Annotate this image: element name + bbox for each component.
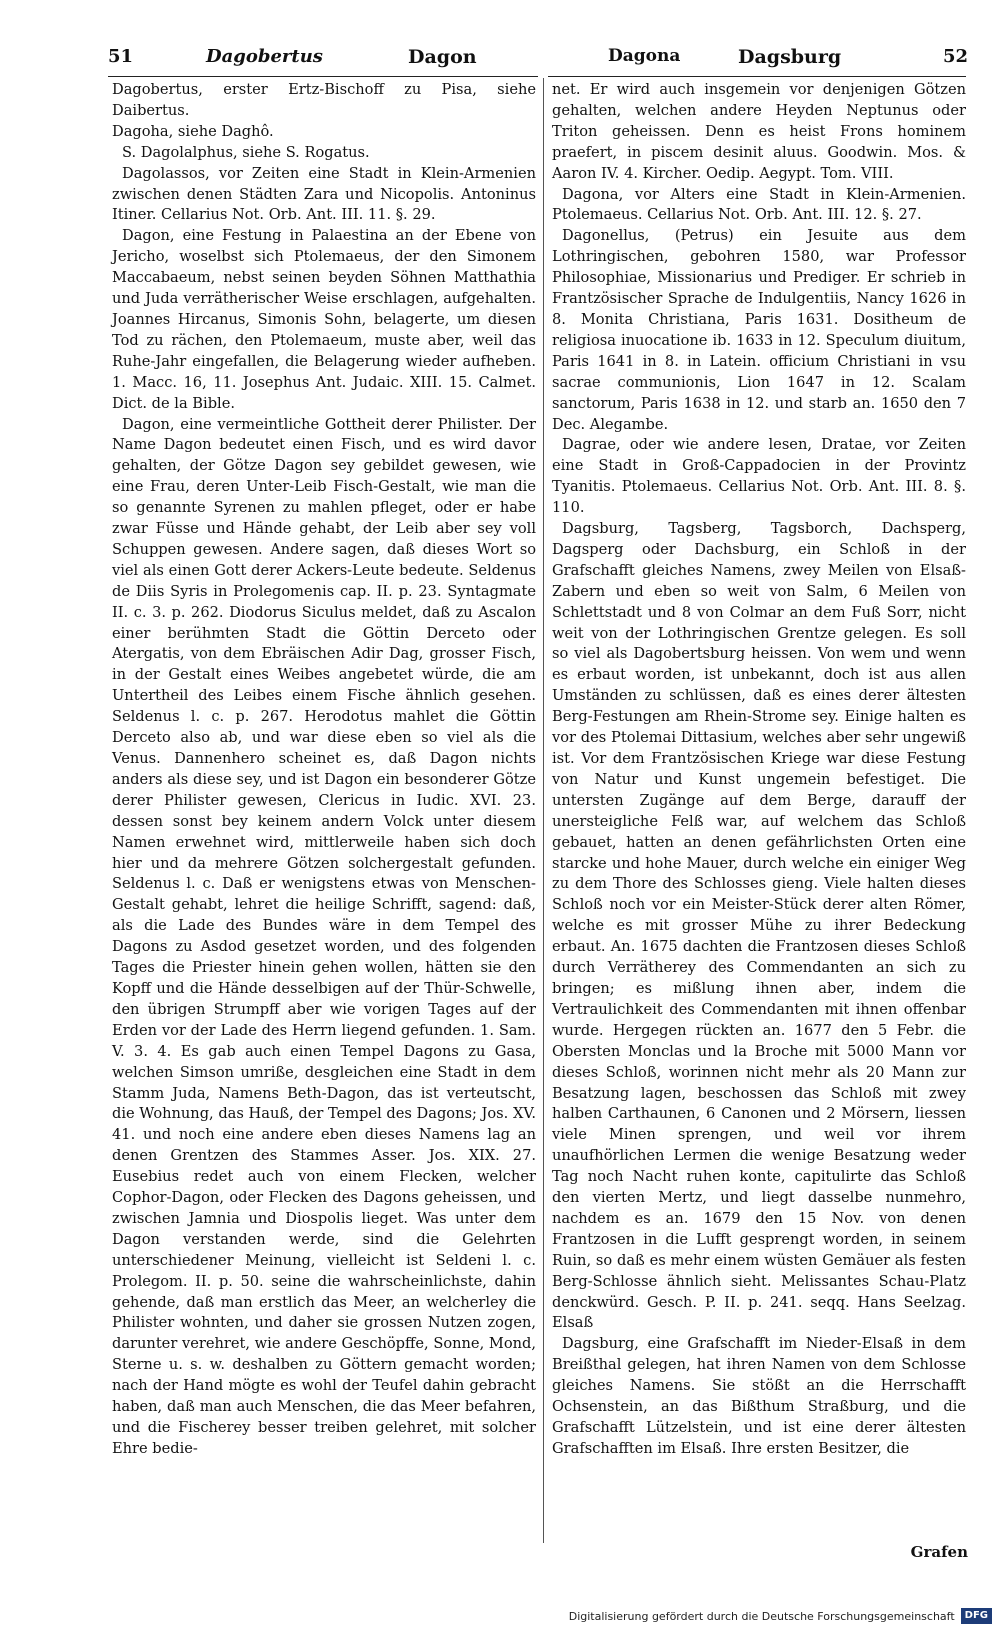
entry-dagrae: Dagrae, oder wie andere lesen, Dratae, vor Zeiten eine Stadt in Groß-Cappadocien in der Provintz Tyanitis. Ptolemaeus. Cellarius Not. Orb. Ant. III. 8. §. 110. bbox=[552, 436, 966, 517]
dfg-logo: DFG bbox=[961, 1608, 992, 1624]
running-header bbox=[108, 46, 968, 72]
funding-note: Digitalisierung gefördert durch die Deutsche Forschungsgemeinschaft bbox=[568, 1609, 955, 1623]
entry-dagsburg-castle: Dagsburg, Tagsberg, Tagsborch, Dachsperg, Dagsperg oder Dachsburg, ein Schloß in der Grafschafft gleiches Namens, zwey Meilen von Elsaß-Zabern und eben so weit von Salm, 6 Meilen von Schlettstadt und 8 von Colmar an dem Fuß Sorr, nicht weit von der Lothringischen Grentze gelegen. Es soll so viel als Dagobertsburg heissen. Von wem und wenn es erbaut worden, ist unbekannt, doch ist aus allen Umständen zu schlüssen, daß es eines derer ältesten Berg-Festungen am Rhein-Strome sey. Einige halten es vor des Ptolemai Dittasium, welches aber sehr ungewiß ist. Vor dem Frantzösischen Kriege war diese Festung von Natur und Kunst ungemein befestiget. Die untersten Zugänge auf dem Berge, darauff der unersteigliche Felß war, auf welchem das Schloß gebauet, hatten an denen gefährlichsten Orten eine starcke und hohe Mauer, durch welche ein einiger Weg zu dem Thore des Schlosses gieng. Viele halten dieses Schloß noch vor ein Meister-Stück derer alten Römer, welche es mit grosser Mühe zu ihrer Bedeckung erbaut. An. 1675 dachten die Frantzosen dieses Schloß durch Verrätherey des Commendanten an sich zu bringen; es mißlung ihnen aber, indem die Vertraulichkeit des Commendanten mit ihnen offenbar wurde. Hergegen rückten an. 1677 den 5 Febr. die Obersten Monclas und la Broche mit 5000 Mann vor dieses Schloß, worinnen nicht mehr als 20 Mann zur Besatzung lagen, beschossen das Schloß mit zwey halben Carthaunen, 6 Canonen und 2 Mörsern, liessen viele Minen sprengen, und weil vor ihrem unaufhörlichen Lermen die wenige Besatzung weder Tag noch Nacht ruhen konte, capitulirte das Schloß den vierten Mertz, und liegt dasselbe nunmehro, nachdem es an. 1679 den 15 Nov. von denen Frantzosen in die Lufft gesprengt worden, in seinem Ruin, so daß es mehr einem wüsten Gemäuer als festen Berg-Schlosse ähnlich sieht. Melissantes Schau-Platz denckwürd. Gesch. P. II. p. 241. seqq. Hans Seelzag. Elsaß bbox=[552, 520, 966, 1332]
entry-dagon-continued: net. Er wird auch insgemein vor denjenigen Götzen gehalten, welchen andere Heyden Neptunus oder Triton geheissen. Denn es heist Frons hominem praefert, in piscem desinit aluus. Goodwin. Mos. & Aaron IV. 4. Kircher. Oedip. Aegypt. Tom. VIII. bbox=[552, 81, 966, 182]
page-number-left: 51 bbox=[108, 46, 134, 67]
catchword: Grafen bbox=[910, 1543, 968, 1561]
entry-dagona: Dagona, vor Alters eine Stadt in Klein-Armenien. Ptolemaeus. Cellarius Not. Orb. Ant. III. 12. §. 27. bbox=[552, 185, 966, 224]
entry-dagonellus: Dagonellus, (Petrus) ein Jesuite aus dem Lothringischen, gebohren 1580, war Professor Philosophiae, Missionarius und Prediger. Er schrieb in Frantzösischer Sprache de Indulgentiis, Nancy 1626 in 8. Monita Christiana, Paris 1631. Dositheum de religiosa inuocatione ib. 1633 in 12. Speculum diuitum, Paris 1641 in 8. in Latein. officium Christiani in vsu sacrae communionis, Lion 1647 in 12. Scalam sanctorum, Paris 1638 in 12. und starb an. 1650 den 7 Dec. Alegambe. bbox=[552, 227, 966, 433]
left-column bbox=[112, 80, 536, 1460]
entry-dagoha: Dagoha, siehe Daghô. bbox=[112, 122, 274, 140]
digitization-footer bbox=[569, 1606, 992, 1626]
entry-dagobertus: Dagobertus, erster Ertz-Bischoff zu Pisa, siehe Daibertus. bbox=[112, 81, 536, 119]
header-keyword-2: Dagon bbox=[408, 46, 477, 68]
entry-dagsburg-county: Dagsburg, eine Grafschafft im Nieder-Elsaß in dem Breißthal gelegen, hat ihren Namen von dem Schlosse gleiches Namens. Sie stößt an die Herrschafft Ochsenstein, an das Bißthum Straßburg, und die Grafschafft Lützelstein, und ist eine derer ältesten Grafschafften im Elsaß. Ihre ersten Besitzer, die bbox=[552, 1335, 966, 1457]
entry-dagolassos: Dagolassos, vor Zeiten eine Stadt in Klein-Armenien zwischen denen Städten Zara und Nicopolis. Antoninus Itiner. Cellarius Not. Orb. Ant. III. 11. §. 29. bbox=[112, 164, 536, 224]
entry-dagon-deity: Dagon, eine vermeintliche Gottheit derer Philister. Der Name Dagon bedeutet einen Fisch, und es wird davor gehalten, der Götze Dagon sey gebildet gewesen, wie eine Frau, deren Unter-Leib Fisch-Gestalt, wie man die so genannte Syrenen zu mahlen pfleget, oder er habe zwar Füsse und Hände gehabt, der Leib aber sey voll Schuppen gewesen. Andere sagen, daß dieses Wort so viel als einen Gott derer Ackers-Leute bedeute. Seldenus de Diis Syris in Prolegomenis cap. II. p. 23. Syntagmate II. c. 3. p. 262. Diodorus Siculus meldet, daß zu Ascalon einer berühmten Stadt die Göttin Derceto oder Atergatis, von dem Ebräischen Adir Dag, grosser Fisch, in der Gestalt eines Weibes angebetet würde, die am Untertheil des Leibes einem Fische ähnlich gesehen. Seldenus l. c. p. 267. Herodotus mahlet die Göttin Derceto also ab, und war diese eben so viel als die Venus. Dannenhero scheinet es, daß Dagon nichts anders als diese sey, und ist Dagon ein besonderer Götze derer Philister gewesen, Clericus in Iudic. XVI. 23. dessen sonst bey keinem andern Volck unter diesem Namen erwehnet wird, mittlerweile haben sich doch hier und da mehrere Götzen solchergestalt gefunden. Seldenus l. c. Daß er wenigstens etwas von Menschen-Gestalt gehabt, lehret die heilige Schrifft, sagend: daß, als die Lade des Bundes wäre in dem Tempel des Dagons zu Asdod gesetzet worden, und des folgenden Tages die Priester hinein gehen wollen, hätten sie den Kopff und die Hände desselbigen auf der Thür-Schwelle, den übrigen Strumpff aber wie vorigen Tages auf der Erden vor der Lade des Herrn liegend gefunden. 1. Sam. V. 3. 4. Es gab auch einen Tempel Dagons zu Gasa, welchen Simson umriße, desgleichen eine Stadt in dem Stamm Juda, Namens Beth-Dagon, das ist verteutscht, die Wohnung, das Hauß, der Tempel des Dagons; Jos. XV. 41. und noch eine andere eben dieses Namens lag an denen Grentzen des Stammes Asser. Jos. XIX. 27. Eusebius redet auch von einem Flecken, welcher Cophor-Dagon, oder Flecken des Dagons geheissen, und zwischen Jamnia und Diospolis lieget. Was unter dem Dagon verstanden werde, sind die Gelehrten unterschiedener Meinung, vielleicht ist Seldeni l. c. Prolegom. II. p. 50. seine die wahrscheinlichste, dahin gehende, daß man erstlich das Meer, an welcherley die Philister wohnten, und daher sie grossen Nutzen zogen, darunter verehret, wie andere Geschöpffe, Sonne, Mond, Sterne u. s. w. deshalben zu Göttern gemacht worden; nach der Hand mögte es wohl der Teufel dahin gebracht haben, daß man auch Menschen, die das Meer befahren, und die Fischerey besser treiben gelehret, mit solcher Ehre bedie- bbox=[112, 415, 536, 1457]
header-keyword-4: Dagsburg bbox=[738, 46, 842, 68]
page-number-right: 52 bbox=[942, 46, 968, 67]
header-keyword-3: Dagona bbox=[608, 46, 681, 66]
right-column bbox=[552, 80, 966, 1460]
header-rule-left bbox=[108, 76, 538, 77]
header-rule-right bbox=[548, 76, 966, 77]
entry-dagon-fortress: Dagon, eine Festung in Palaestina an der Ebene von Jericho, woselbst sich Ptolemaeus, der den Simonem Maccabaeum, nebst seinen beyden Söhnen Matthathia und Juda verrätherischer Weise erschlagen, aufgehalten. Joannes Hircanus, Simonis Sohn, belagerte, um diesen Tod zu rächen, den Ptolemaeum, muste aber, weil das Ruhe-Jahr eingefallen, die Belagerung wieder aufheben. 1. Macc. 16, 11. Josephus Ant. Judaic. XIII. 15. Calmet. Dict. de la Bible. bbox=[112, 227, 536, 412]
entry-dagolalphus: S. Dagolalphus, siehe S. Rogatus. bbox=[122, 143, 370, 161]
header-keyword-1: Dagobertus bbox=[206, 46, 323, 67]
column-divider bbox=[543, 78, 544, 1543]
